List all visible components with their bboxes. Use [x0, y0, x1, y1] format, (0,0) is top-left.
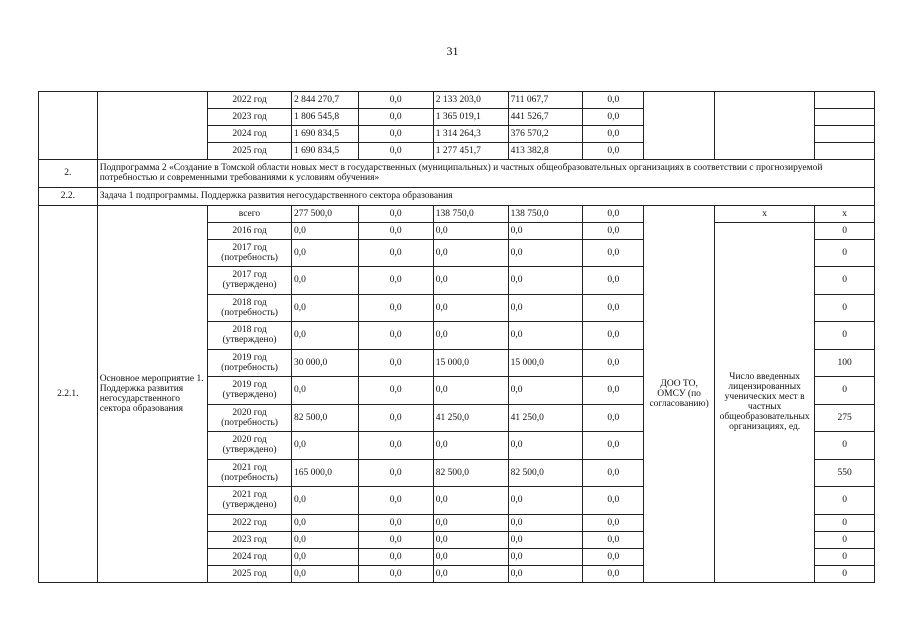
year-cell: 2020 год (потребность)	[208, 404, 292, 432]
local-cell: 0,0	[508, 377, 583, 405]
local-cell: 441 526,7	[508, 109, 583, 126]
year-cell: 2024 год	[208, 126, 292, 143]
extrabudget-cell: 0,0	[583, 92, 644, 109]
indicator-value-cell: 0	[815, 565, 875, 582]
total-cell: 2 844 270,7	[292, 92, 359, 109]
federal-cell: 0,0	[358, 349, 433, 377]
indicator-value-cell	[815, 109, 875, 126]
extrabudget-cell: 0,0	[583, 239, 644, 267]
regional-cell: 0,0	[433, 487, 508, 515]
extrabudget-cell: 0,0	[583, 531, 644, 548]
extrabudget-cell: 0,0	[583, 109, 644, 126]
indicator-value-cell: 0	[815, 239, 875, 267]
year-cell: 2023 год	[208, 531, 292, 548]
local-cell: 0,0	[508, 487, 583, 515]
year-cell: 2021 год (утверждено)	[208, 487, 292, 515]
regional-cell: 0,0	[433, 531, 508, 548]
indicator-value-cell: 0	[815, 222, 875, 239]
indicator-cell	[715, 92, 815, 160]
total-cell: 82 500,0	[292, 404, 359, 432]
task-row	[39, 187, 875, 205]
total-cell: 0,0	[292, 239, 359, 267]
extrabudget-cell: 0,0	[583, 205, 644, 222]
regional-cell: 41 250,0	[433, 404, 508, 432]
regional-cell: 0,0	[433, 432, 508, 460]
regional-cell: 0,0	[433, 514, 508, 531]
page-number: 31	[446, 44, 459, 58]
total-cell: 0,0	[292, 531, 359, 548]
extrabudget-cell: 0,0	[583, 377, 644, 405]
indicator-value-cell: 0	[815, 294, 875, 322]
year-cell: 2022 год	[208, 92, 292, 109]
year-cell: 2023 год	[208, 109, 292, 126]
year-cell: всего	[208, 205, 292, 222]
local-cell: 0,0	[508, 267, 583, 295]
total-cell: 165 000,0	[292, 459, 359, 487]
extrabudget-cell: 0,0	[583, 548, 644, 565]
local-cell: 138 750,0	[508, 205, 583, 222]
year-cell: 2021 год (потребность)	[208, 459, 292, 487]
total-cell: 0,0	[292, 487, 359, 515]
local-cell: 0,0	[508, 565, 583, 582]
federal-cell: 0,0	[358, 294, 433, 322]
regional-cell: 0,0	[433, 294, 508, 322]
subprogram-title: Подпрограмма 2 «Создание в Томской области новых мест в государственных (муниципальных) и частных общеобразовательных организациях в соответствии с прогнозируемой потребностью и современными требованиями к условиям обучения»	[97, 160, 874, 188]
year-cell: 2019 год (потребность)	[208, 349, 292, 377]
extrabudget-cell: 0,0	[583, 565, 644, 582]
subprogram-row	[39, 160, 875, 188]
number-cell	[39, 92, 98, 160]
total-cell: 0,0	[292, 432, 359, 460]
extrabudget-cell: 0,0	[583, 487, 644, 515]
indicator-value-cell: 0	[815, 487, 875, 515]
indicator-value-cell: 0	[815, 267, 875, 295]
extrabudget-cell: 0,0	[583, 404, 644, 432]
total-cell: 1 690 834,5	[292, 143, 359, 160]
local-cell: 376 570,2	[508, 126, 583, 143]
federal-cell: 0,0	[358, 432, 433, 460]
federal-cell: 0,0	[358, 205, 433, 222]
federal-cell: 0,0	[358, 267, 433, 295]
extrabudget-cell: 0,0	[583, 222, 644, 239]
federal-cell: 0,0	[358, 514, 433, 531]
name-cell	[97, 92, 207, 160]
indicator-header: х	[715, 205, 815, 222]
extrabudget-cell: 0,0	[583, 143, 644, 160]
federal-cell: 0,0	[358, 222, 433, 239]
year-cell: 2017 год (утверждено)	[208, 267, 292, 295]
indicator-value-cell: 0	[815, 322, 875, 350]
local-cell: 413 382,8	[508, 143, 583, 160]
regional-cell: 0,0	[433, 565, 508, 582]
indicator-value-cell: 0	[815, 514, 875, 531]
year-cell: 2017 год (потребность)	[208, 239, 292, 267]
federal-cell: 0,0	[358, 239, 433, 267]
extrabudget-cell: 0,0	[583, 459, 644, 487]
extrabudget-cell: 0,0	[583, 322, 644, 350]
total-cell: 0,0	[292, 222, 359, 239]
federal-cell: 0,0	[358, 126, 433, 143]
federal-cell: 0,0	[358, 487, 433, 515]
total-cell: 30 000,0	[292, 349, 359, 377]
local-cell: 0,0	[508, 531, 583, 548]
regional-cell: 1 314 264,3	[433, 126, 508, 143]
regional-cell: 0,0	[433, 377, 508, 405]
local-cell: 0,0	[508, 514, 583, 531]
year-cell: 2018 год (утверждено)	[208, 322, 292, 350]
local-cell: 0,0	[508, 548, 583, 565]
local-cell: 0,0	[508, 432, 583, 460]
indicator-value-cell	[815, 126, 875, 143]
local-cell: 41 250,0	[508, 404, 583, 432]
federal-cell: 0,0	[358, 404, 433, 432]
indicator-value-cell: 0	[815, 377, 875, 405]
program-table	[38, 91, 875, 583]
federal-cell: 0,0	[358, 565, 433, 582]
regional-cell: 2 133 203,0	[433, 92, 508, 109]
federal-cell: 0,0	[358, 143, 433, 160]
year-cell: 2019 год (утверждено)	[208, 377, 292, 405]
extrabudget-cell: 0,0	[583, 349, 644, 377]
regional-cell: 0,0	[433, 267, 508, 295]
federal-cell: 0,0	[358, 531, 433, 548]
federal-cell: 0,0	[358, 109, 433, 126]
measure-executor: ДОО ТО, ОМСУ (по согласованию)	[644, 205, 715, 582]
indicator-value-cell: 275	[815, 404, 875, 432]
table-body	[39, 92, 875, 583]
extrabudget-cell: 0,0	[583, 294, 644, 322]
indicator-value-cell: 550	[815, 459, 875, 487]
local-cell: 15 000,0	[508, 349, 583, 377]
regional-cell: 0,0	[433, 548, 508, 565]
extrabudget-cell: 0,0	[583, 267, 644, 295]
federal-cell: 0,0	[358, 92, 433, 109]
federal-cell: 0,0	[358, 459, 433, 487]
local-cell: 82 500,0	[508, 459, 583, 487]
indicator-value-cell: 100	[815, 349, 875, 377]
year-cell: 2025 год	[208, 143, 292, 160]
federal-cell: 0,0	[358, 322, 433, 350]
local-cell: 0,0	[508, 294, 583, 322]
table-row	[39, 92, 875, 109]
regional-cell: 1 277 451,7	[433, 143, 508, 160]
indicator-value-header: х	[815, 205, 875, 222]
table-row	[39, 205, 875, 222]
total-cell: 0,0	[292, 377, 359, 405]
measure-name: Основное мероприятие 1. Поддержка развития негосударственного сектора образования	[97, 205, 207, 582]
indicator-value-cell: 0	[815, 531, 875, 548]
task-number: 2.2.	[39, 187, 98, 205]
regional-cell: 0,0	[433, 239, 508, 267]
measure-number: 2.2.1.	[39, 205, 98, 582]
regional-cell: 82 500,0	[433, 459, 508, 487]
year-cell: 2022 год	[208, 514, 292, 531]
indicator-value-cell	[815, 143, 875, 160]
federal-cell: 0,0	[358, 548, 433, 565]
total-cell: 1 690 834,5	[292, 126, 359, 143]
federal-cell: 0,0	[358, 377, 433, 405]
subprogram-number: 2.	[39, 160, 98, 188]
total-cell: 0,0	[292, 548, 359, 565]
total-cell: 0,0	[292, 322, 359, 350]
local-cell: 0,0	[508, 239, 583, 267]
total-cell: 1 806 545,8	[292, 109, 359, 126]
local-cell: 0,0	[508, 322, 583, 350]
regional-cell: 0,0	[433, 322, 508, 350]
year-cell: 2018 год (потребность)	[208, 294, 292, 322]
local-cell: 711 067,7	[508, 92, 583, 109]
total-cell: 0,0	[292, 514, 359, 531]
year-cell: 2024 год	[208, 548, 292, 565]
regional-cell: 138 750,0	[433, 205, 508, 222]
total-cell: 277 500,0	[292, 205, 359, 222]
total-cell: 0,0	[292, 267, 359, 295]
total-cell: 0,0	[292, 294, 359, 322]
task-title: Задача 1 подпрограммы. Поддержка развития негосударственного сектора образования	[97, 187, 874, 205]
indicator-value-cell: 0	[815, 432, 875, 460]
executor-cell	[644, 92, 715, 160]
local-cell: 0,0	[508, 222, 583, 239]
total-cell: 0,0	[292, 565, 359, 582]
year-cell: 2016 год	[208, 222, 292, 239]
year-cell: 2025 год	[208, 565, 292, 582]
regional-cell: 1 365 019,1	[433, 109, 508, 126]
year-cell: 2020 год (утверждено)	[208, 432, 292, 460]
extrabudget-cell: 0,0	[583, 514, 644, 531]
extrabudget-cell: 0,0	[583, 432, 644, 460]
regional-cell: 15 000,0	[433, 349, 508, 377]
regional-cell: 0,0	[433, 222, 508, 239]
extrabudget-cell: 0,0	[583, 126, 644, 143]
indicator-value-cell	[815, 92, 875, 109]
indicator-value-cell: 0	[815, 548, 875, 565]
indicator-name: Число введенных лицензированных ученических мест в частных общеобразовательных организациях, ед.	[715, 222, 815, 582]
